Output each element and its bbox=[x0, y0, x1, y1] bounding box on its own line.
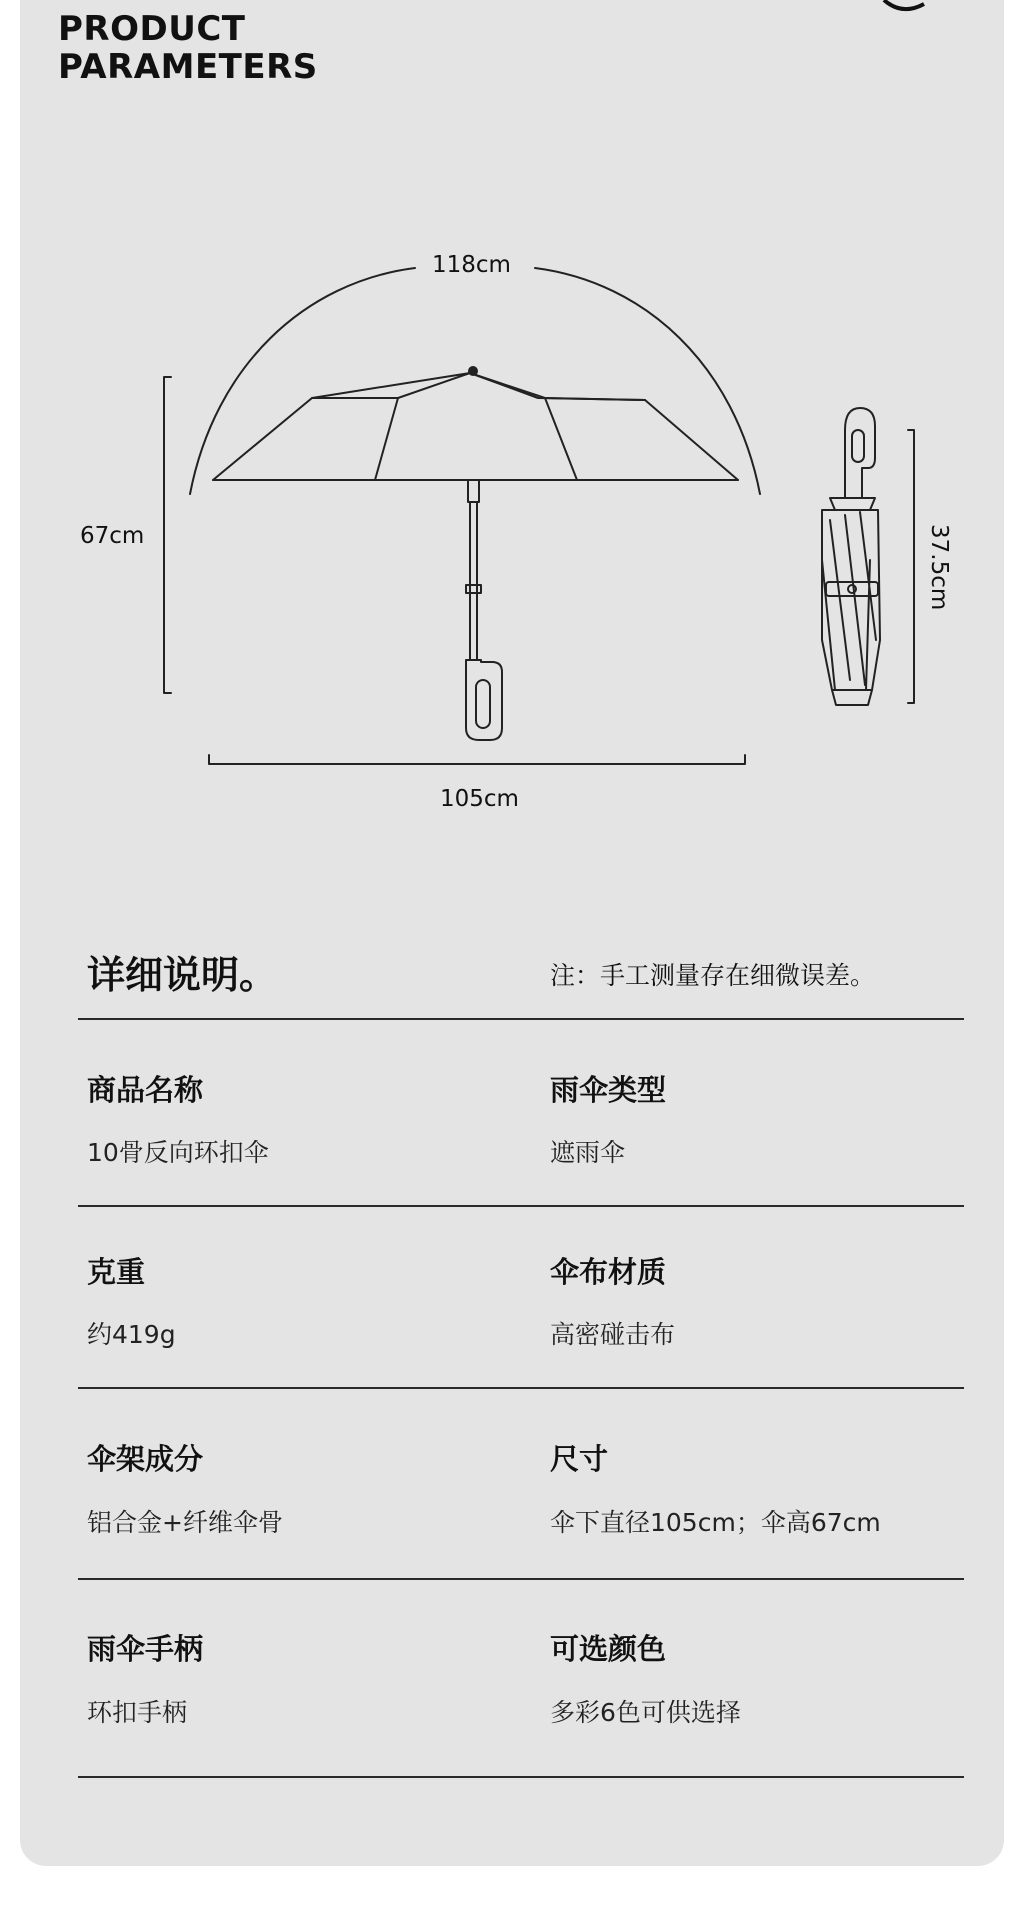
spec-value: 高密碰击布 bbox=[550, 1320, 676, 1349]
spec-label: 雨伞手柄 bbox=[87, 1632, 204, 1666]
folded-length-bracket bbox=[908, 430, 914, 703]
spec-label: 尺寸 bbox=[550, 1442, 609, 1476]
open-height-label: 67cm bbox=[80, 523, 145, 549]
folded-umbrella bbox=[822, 408, 880, 705]
canopy-arc-label: 118cm bbox=[432, 252, 511, 278]
spec-value: 铝合金+纤维伞骨 bbox=[87, 1508, 283, 1537]
divider bbox=[78, 1205, 964, 1207]
width-bracket bbox=[209, 755, 745, 764]
open-width-label: 105cm bbox=[440, 786, 519, 812]
spec-value: 10骨反向环扣伞 bbox=[87, 1138, 269, 1167]
spec-label: 伞布材质 bbox=[550, 1255, 667, 1289]
divider bbox=[78, 1018, 964, 1020]
umbrella-dimension-diagram bbox=[0, 0, 1023, 820]
divider bbox=[78, 1776, 964, 1778]
spec-value: 遮雨伞 bbox=[550, 1138, 626, 1167]
umbrella-shaft bbox=[468, 480, 479, 502]
spec-label: 伞架成分 bbox=[87, 1442, 204, 1476]
heading-line-2: PARAMETERS bbox=[58, 47, 318, 87]
open-umbrella-canopy bbox=[213, 373, 738, 480]
spec-value: 环扣手柄 bbox=[87, 1698, 188, 1727]
spec-label: 可选颜色 bbox=[550, 1632, 667, 1666]
spec-value: 伞下直径105cm；伞高67cm bbox=[550, 1508, 881, 1537]
folded-length-label: 37.5cm bbox=[926, 524, 952, 611]
spec-label: 克重 bbox=[87, 1255, 146, 1289]
height-bracket bbox=[164, 377, 171, 693]
spec-value: 多彩6色可供选择 bbox=[550, 1698, 741, 1727]
divider bbox=[78, 1578, 964, 1580]
measurement-note: 注：手工测量存在细微误差。 bbox=[550, 961, 876, 990]
details-title: 详细说明。 bbox=[87, 953, 278, 997]
heading-line-1: PRODUCT bbox=[58, 9, 246, 49]
spec-label: 商品名称 bbox=[87, 1073, 204, 1107]
divider bbox=[78, 1387, 964, 1389]
spec-label: 雨伞类型 bbox=[550, 1073, 667, 1107]
spec-value: 约419g bbox=[87, 1320, 176, 1349]
